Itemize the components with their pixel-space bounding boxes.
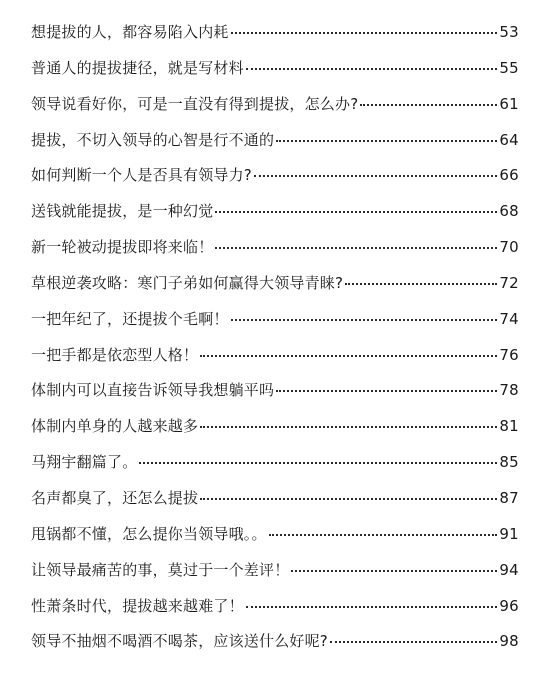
- toc-entry[interactable]: [31, 307, 519, 343]
- toc-entry-page: 87: [499, 488, 519, 507]
- toc-dot-leader: [291, 570, 497, 572]
- toc-entry-title: 新一轮被动提拔即将来临！: [31, 238, 214, 257]
- toc-entry-page: 70: [499, 238, 519, 257]
- toc-entry[interactable]: [31, 343, 519, 379]
- toc-dot-leader: [269, 534, 498, 536]
- toc-dot-leader: [200, 498, 497, 500]
- toc-entry-page: 64: [499, 130, 519, 149]
- toc-dot-leader: [139, 462, 497, 464]
- toc-entry-page: 96: [499, 596, 519, 615]
- toc-entry[interactable]: [31, 199, 519, 235]
- toc-dot-leader: [330, 641, 497, 643]
- toc-entry-title: 如何判断一个人是否具有领导力?: [31, 166, 252, 185]
- toc-entry[interactable]: [31, 128, 519, 164]
- toc-entry-title: 让领导最痛苦的事，莫过于一个差评！: [31, 560, 290, 579]
- toc-entry-page: 74: [499, 309, 519, 328]
- toc-entry[interactable]: [31, 20, 519, 56]
- toc-entry-title: 马翔宇翻篇了。: [31, 453, 138, 472]
- toc-entry[interactable]: [31, 414, 519, 450]
- toc-entry-page: 94: [499, 560, 519, 579]
- toc-entry[interactable]: [31, 92, 519, 128]
- toc-dot-leader: [276, 390, 497, 392]
- toc-entry-title: 想提拔的人，都容易陷入内耗: [31, 23, 229, 41]
- toc-entry[interactable]: [31, 56, 519, 92]
- toc-entry-title: 体制内可以直接告诉领导我想躺平吗: [31, 381, 275, 400]
- toc-entry-page: 85: [499, 453, 519, 472]
- toc-entry-page: 78: [499, 381, 519, 400]
- toc-entry-page: 72: [499, 273, 519, 292]
- toc-entry-title: 体制内单身的人越来越多: [31, 417, 199, 436]
- toc-entry-title: 性萧条时代，提拔越来越难了！: [31, 596, 244, 615]
- toc-entry-title: 甩锅都不懂，怎么提你当领导哦。。: [31, 524, 267, 543]
- toc-entry-page: 81: [499, 417, 519, 436]
- toc-entry[interactable]: [31, 629, 519, 665]
- toc-entry[interactable]: [31, 594, 519, 630]
- toc-entry-page: 91: [499, 524, 519, 543]
- toc-entry[interactable]: [31, 235, 519, 271]
- toc-entry[interactable]: [31, 271, 519, 307]
- toc-dot-leader: [215, 247, 497, 249]
- toc-entry-page: 76: [499, 345, 519, 364]
- toc-entry-page: 66: [499, 166, 519, 185]
- toc-entry[interactable]: [31, 486, 519, 522]
- toc-entry-title: 一把手都是依恋型人格！: [31, 345, 199, 364]
- toc-entry[interactable]: [31, 522, 519, 558]
- toc-entry[interactable]: [31, 163, 519, 199]
- toc-dot-leader: [200, 426, 497, 428]
- toc-entry-page: 98: [499, 632, 519, 651]
- toc-entry-title: 送钱就能提拔，是一种幻觉: [31, 202, 214, 221]
- toc-entry-page: 55: [499, 58, 519, 77]
- toc-entry-title: 普通人的提拔捷径，就是写材料: [31, 58, 244, 77]
- toc-entry-page: 61: [499, 94, 519, 113]
- toc-dot-leader: [254, 175, 497, 177]
- toc-entry-page: 53: [499, 23, 519, 41]
- toc-entry-title: 一把年纪了，还提拔个毛啊！: [31, 309, 229, 328]
- toc-dot-leader: [345, 283, 497, 285]
- toc-entry[interactable]: [31, 558, 519, 594]
- toc-dot-leader: [360, 104, 497, 106]
- toc-dot-leader: [231, 319, 498, 321]
- toc-entry[interactable]: [31, 450, 519, 486]
- toc-entry[interactable]: [31, 378, 519, 414]
- toc-dot-leader: [231, 32, 498, 34]
- toc-dot-leader: [215, 211, 497, 213]
- toc-entry-title: 名声都臭了，还怎么提拔: [31, 488, 199, 507]
- toc-entry-title: 草根逆袭攻略：寒门子弟如何赢得大领导青睐?: [31, 273, 344, 292]
- toc-entry-page: 68: [499, 202, 519, 221]
- toc-dot-leader: [246, 606, 498, 608]
- toc-dot-leader: [276, 140, 497, 142]
- toc-entry-title: 领导不抽烟不喝酒不喝茶，应该送什么好呢?: [31, 632, 328, 651]
- table-of-contents: [31, 20, 519, 665]
- toc-entry-title: 领导说看好你，可是一直没有得到提拔，怎么办?: [31, 94, 359, 113]
- toc-dot-leader: [200, 355, 497, 357]
- toc-dot-leader: [246, 68, 498, 70]
- toc-entry-title: 提拔，不切入领导的心智是行不通的: [31, 130, 275, 149]
